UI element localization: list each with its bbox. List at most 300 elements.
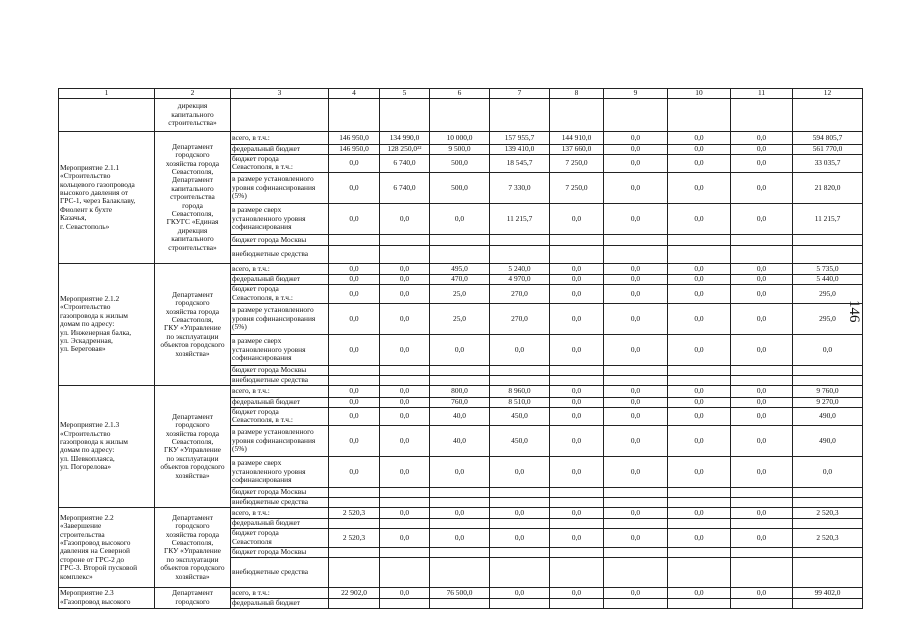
value-cell: 0,0 <box>430 334 490 365</box>
funding-source: в размере сверх установленного уровня софинансирования <box>231 456 329 487</box>
value-cell: 0,0 <box>329 274 380 284</box>
value-cell: 0,0 <box>668 274 731 284</box>
column-header: 10 <box>668 89 731 99</box>
value-cell: 0,0 <box>380 303 430 334</box>
value-cell <box>380 99 430 132</box>
value-cell: 490,0 <box>793 407 863 425</box>
value-cell <box>490 234 550 245</box>
funding-source: федеральный бюджет <box>231 598 329 608</box>
value-cell <box>731 557 793 587</box>
value-cell: 157 955,7 <box>490 132 550 145</box>
value-cell: 0,0 <box>668 407 731 425</box>
value-cell: 760,0 <box>430 397 490 407</box>
funding-source: всего, в т.ч.: <box>231 507 329 518</box>
value-cell: 0,0 <box>793 456 863 487</box>
value-cell: 0,0 <box>668 263 731 274</box>
value-cell <box>793 245 863 263</box>
funding-source: федеральный бюджет <box>231 397 329 407</box>
value-cell: 0,0 <box>430 203 490 234</box>
responsible-cell: дирекция капитального строительства» <box>155 99 231 132</box>
value-cell: 8 510,0 <box>490 397 550 407</box>
column-header: 2 <box>155 89 231 99</box>
value-cell <box>329 365 380 375</box>
value-cell: 0,0 <box>604 407 668 425</box>
funding-source: внебюджетные средства <box>231 245 329 263</box>
value-cell: 0,0 <box>490 456 550 487</box>
value-cell <box>550 598 604 608</box>
value-cell <box>793 234 863 245</box>
value-cell: 295,0 <box>793 284 863 303</box>
value-cell <box>793 375 863 385</box>
value-cell <box>550 557 604 587</box>
value-cell: 0,0 <box>329 407 380 425</box>
value-cell <box>329 234 380 245</box>
value-cell: 0,0 <box>604 203 668 234</box>
column-header: 4 <box>329 89 380 99</box>
value-cell: 0,0 <box>604 385 668 397</box>
value-cell: 0,0 <box>604 334 668 365</box>
column-header: 5 <box>380 89 430 99</box>
value-cell: 0,0 <box>550 203 604 234</box>
value-cell <box>731 375 793 385</box>
value-cell: 0,0 <box>731 456 793 487</box>
column-header: 12 <box>793 89 863 99</box>
value-cell: 0,0 <box>731 407 793 425</box>
value-cell <box>550 245 604 263</box>
value-cell: 0,0 <box>731 263 793 274</box>
value-cell: 0,0 <box>668 507 731 518</box>
funding-source: бюджет города Севастополя, в т.ч.: <box>231 407 329 425</box>
column-header: 6 <box>430 89 490 99</box>
funding-source: в размере установленного уровня софинансирования (5%) <box>231 425 329 456</box>
value-cell: 0,0 <box>380 284 430 303</box>
funding-source: всего, в т.ч.: <box>231 263 329 274</box>
value-cell <box>604 547 668 557</box>
value-cell <box>793 365 863 375</box>
value-cell: 2 520,3 <box>793 528 863 547</box>
value-cell <box>668 99 731 132</box>
value-cell <box>380 234 430 245</box>
funding-source: всего, в т.ч.: <box>231 587 329 598</box>
value-cell: 450,0 <box>490 425 550 456</box>
value-cell <box>490 547 550 557</box>
value-cell: 0,0 <box>668 284 731 303</box>
value-cell: 0,0 <box>668 145 731 155</box>
value-cell: 0,0 <box>380 274 430 284</box>
value-cell: 0,0 <box>380 456 430 487</box>
value-cell <box>430 234 490 245</box>
value-cell: 0,0 <box>380 507 430 518</box>
value-cell <box>793 497 863 507</box>
value-cell: 800,0 <box>430 385 490 397</box>
value-cell <box>604 99 668 132</box>
value-cell: 2 520,3 <box>329 528 380 547</box>
value-cell: 33 035,7 <box>793 155 863 173</box>
value-cell: 0,0 <box>329 284 380 303</box>
value-cell: 0,0 <box>550 507 604 518</box>
value-cell: 500,0 <box>430 155 490 173</box>
value-cell <box>668 245 731 263</box>
value-cell: 0,0 <box>550 456 604 487</box>
value-cell <box>604 245 668 263</box>
value-cell <box>490 598 550 608</box>
value-cell: 0,0 <box>550 425 604 456</box>
value-cell: 0,0 <box>430 528 490 547</box>
value-cell: 0,0 <box>550 284 604 303</box>
value-cell <box>793 598 863 608</box>
column-header: 1 <box>59 89 155 99</box>
value-cell <box>731 518 793 528</box>
value-cell: 0,0 <box>550 263 604 274</box>
value-cell <box>793 487 863 497</box>
activity-name: Мероприятие 2.1.1 «Строительство кольцевого газопровода высокого давления от ГРС-1, через Балаклаву, Фиолент к бухте Казачья, г. Севастополь» <box>59 132 155 264</box>
value-cell <box>490 518 550 528</box>
value-cell: 0,0 <box>668 587 731 598</box>
value-cell <box>380 497 430 507</box>
column-header: 7 <box>490 89 550 99</box>
value-cell <box>668 557 731 587</box>
value-cell <box>604 487 668 497</box>
value-cell <box>430 375 490 385</box>
funding-source: бюджет города Севастополя <box>231 528 329 547</box>
value-cell: 0,0 <box>604 456 668 487</box>
value-cell <box>604 497 668 507</box>
value-cell <box>550 99 604 132</box>
value-cell: 0,0 <box>604 284 668 303</box>
value-cell: 6 740,0 <box>380 172 430 203</box>
value-cell: 0,0 <box>731 172 793 203</box>
value-cell: 0,0 <box>604 528 668 547</box>
value-cell: 0,0 <box>550 528 604 547</box>
value-cell: 0,0 <box>731 587 793 598</box>
table-row <box>59 132 863 145</box>
column-header: 11 <box>731 89 793 99</box>
value-cell <box>604 234 668 245</box>
value-cell <box>668 234 731 245</box>
funding-source: бюджет города Севастополя, в т.ч.: <box>231 284 329 303</box>
value-cell <box>380 598 430 608</box>
value-cell <box>731 245 793 263</box>
column-header: 3 <box>231 89 329 99</box>
value-cell: 0,0 <box>380 425 430 456</box>
value-cell: 0,0 <box>380 334 430 365</box>
value-cell <box>430 245 490 263</box>
value-cell <box>430 497 490 507</box>
value-cell <box>731 598 793 608</box>
value-cell: 0,0 <box>329 397 380 407</box>
value-cell <box>793 547 863 557</box>
value-cell <box>550 234 604 245</box>
value-cell <box>668 365 731 375</box>
column-header: 9 <box>604 89 668 99</box>
table-row <box>59 507 863 518</box>
value-cell: 25,0 <box>430 284 490 303</box>
value-cell: 0,0 <box>380 397 430 407</box>
value-cell <box>380 557 430 587</box>
value-cell <box>329 99 380 132</box>
activity-name: Мероприятие 2.2 «Завершение строительства «Газопровод высокого давления на Северной стороне от ГРС-2 до ГРС-3. Второй пусковой комплекс» <box>59 507 155 587</box>
value-cell: 0,0 <box>604 587 668 598</box>
value-cell: 4 970,0 <box>490 274 550 284</box>
value-cell: 0,0 <box>668 155 731 173</box>
funding-source: внебюджетные средства <box>231 497 329 507</box>
value-cell: 0,0 <box>604 132 668 145</box>
value-cell <box>793 99 863 132</box>
value-cell: 0,0 <box>731 425 793 456</box>
value-cell: 40,0 <box>430 407 490 425</box>
value-cell: 0,0 <box>731 528 793 547</box>
funding-source: бюджет города Москвы <box>231 234 329 245</box>
responsible-executor: Департамент городского хозяйства города Севастополя, ГКУ «Управление по эксплуатации объектов городского хозяйства» <box>155 263 231 385</box>
value-cell <box>668 598 731 608</box>
funding-source: бюджет города Москвы <box>231 365 329 375</box>
value-cell <box>490 365 550 375</box>
value-cell <box>380 518 430 528</box>
value-cell: 0,0 <box>731 284 793 303</box>
value-cell: 9 270,0 <box>793 397 863 407</box>
funding-source: федеральный бюджет <box>231 145 329 155</box>
value-cell <box>668 518 731 528</box>
value-cell: 0,0 <box>490 587 550 598</box>
responsible-executor: Департамент городского хозяйства города Севастополя, ГКУ «Управление по эксплуатации объектов городского хозяйства» <box>155 385 231 507</box>
value-cell: 0,0 <box>430 507 490 518</box>
value-cell <box>550 518 604 528</box>
value-cell <box>329 245 380 263</box>
value-cell: 7 250,0 <box>550 155 604 173</box>
value-cell: 0,0 <box>329 155 380 173</box>
funding-source: бюджет города Севастополя, в т.ч.: <box>231 155 329 173</box>
funding-source: в размере установленного уровня софинансирования (5%) <box>231 303 329 334</box>
value-cell: 0,0 <box>604 172 668 203</box>
value-cell <box>380 547 430 557</box>
value-cell: 0,0 <box>731 155 793 173</box>
value-cell: 0,0 <box>731 274 793 284</box>
funding-source: всего, в т.ч.: <box>231 132 329 145</box>
value-cell: 21 820,0 <box>793 172 863 203</box>
value-cell <box>604 375 668 385</box>
value-cell: 0,0 <box>550 274 604 284</box>
table-row <box>59 263 863 274</box>
table-row <box>59 99 863 132</box>
value-cell <box>430 487 490 497</box>
value-cell: 0,0 <box>668 528 731 547</box>
value-cell: 0,0 <box>550 303 604 334</box>
value-cell: 0,0 <box>550 385 604 397</box>
value-cell: 5 440,0 <box>793 274 863 284</box>
value-cell <box>329 598 380 608</box>
value-cell: 9 500,0 <box>430 145 490 155</box>
value-cell: 470,0 <box>430 274 490 284</box>
value-cell: 0,0 <box>731 334 793 365</box>
value-cell: 0,0 <box>380 407 430 425</box>
value-cell: 0,0 <box>550 407 604 425</box>
value-cell <box>329 487 380 497</box>
value-cell: 495,0 <box>430 263 490 274</box>
value-cell <box>329 557 380 587</box>
value-cell: 144 910,0 <box>550 132 604 145</box>
value-cell: 0,0 <box>668 397 731 407</box>
value-cell: 0,0 <box>731 132 793 145</box>
value-cell: 0,0 <box>668 303 731 334</box>
funding-source: внебюджетные средства <box>231 375 329 385</box>
value-cell <box>490 99 550 132</box>
value-cell: 6 740,0 <box>380 155 430 173</box>
value-cell: 0,0 <box>550 334 604 365</box>
value-cell: 0,0 <box>668 385 731 397</box>
funding-source: федеральный бюджет <box>231 518 329 528</box>
value-cell <box>231 99 329 132</box>
value-cell: 270,0 <box>490 284 550 303</box>
value-cell: 137 660,0 <box>550 145 604 155</box>
funding-source: в размере сверх установленного уровня софинансирования <box>231 203 329 234</box>
value-cell <box>668 375 731 385</box>
value-cell <box>490 245 550 263</box>
value-cell: 0,0 <box>550 587 604 598</box>
value-cell <box>329 547 380 557</box>
value-cell: 128 250,0²² <box>380 145 430 155</box>
value-cell <box>329 497 380 507</box>
value-cell: 0,0 <box>604 155 668 173</box>
value-cell: 0,0 <box>329 456 380 487</box>
value-cell: 0,0 <box>380 203 430 234</box>
value-cell: 0,0 <box>668 334 731 365</box>
value-cell: 0,0 <box>731 385 793 397</box>
funding-source: внебюджетные средства <box>231 557 329 587</box>
funding-source: в размере сверх установленного уровня софинансирования <box>231 334 329 365</box>
value-cell: 594 805,7 <box>793 132 863 145</box>
value-cell: 18 545,7 <box>490 155 550 173</box>
value-cell <box>731 234 793 245</box>
activity-name: Мероприятие 2.1.3 «Строительство газопровода к жилым домам по адресу: ул. Шевкоплаяса, ул. Погорелова» <box>59 385 155 507</box>
value-cell <box>793 557 863 587</box>
responsible-executor: Департамент городского хозяйства города Севастополя, Департамент капитального строительства города Севастополя, ГКУГС «Единая дирекция капитального строительства» <box>155 132 231 264</box>
value-cell <box>380 375 430 385</box>
value-cell: 0,0 <box>604 303 668 334</box>
value-cell <box>329 518 380 528</box>
table-row <box>59 385 863 397</box>
value-cell: 0,0 <box>604 397 668 407</box>
value-cell: 0,0 <box>604 263 668 274</box>
value-cell: 146 950,0 <box>329 145 380 155</box>
value-cell: 0,0 <box>329 263 380 274</box>
value-cell: 2 520,3 <box>329 507 380 518</box>
value-cell: 0,0 <box>731 397 793 407</box>
value-cell <box>490 557 550 587</box>
funding-source: бюджет города Москвы <box>231 547 329 557</box>
value-cell: 561 770,0 <box>793 145 863 155</box>
value-cell: 295,0 <box>793 303 863 334</box>
value-cell <box>430 547 490 557</box>
value-cell <box>430 598 490 608</box>
value-cell: 500,0 <box>430 172 490 203</box>
value-cell <box>604 518 668 528</box>
value-cell: 5 735,0 <box>793 263 863 274</box>
value-cell <box>731 365 793 375</box>
value-cell: 0,0 <box>490 507 550 518</box>
value-cell <box>430 518 490 528</box>
value-cell: 0,0 <box>329 425 380 456</box>
value-cell: 0,0 <box>604 145 668 155</box>
value-cell: 0,0 <box>490 528 550 547</box>
value-cell <box>668 497 731 507</box>
budget-table <box>58 88 863 609</box>
value-cell: 10 000,0 <box>430 132 490 145</box>
value-cell: 0,0 <box>668 203 731 234</box>
value-cell: 146 950,0 <box>329 132 380 145</box>
value-cell <box>731 547 793 557</box>
value-cell: 270,0 <box>490 303 550 334</box>
value-cell: 11 215,7 <box>793 203 863 234</box>
value-cell: 2 520,3 <box>793 507 863 518</box>
value-cell <box>550 365 604 375</box>
value-cell: 25,0 <box>430 303 490 334</box>
value-cell: 0,0 <box>329 203 380 234</box>
table-row <box>59 587 863 598</box>
page-number: 146 <box>846 300 862 323</box>
value-cell: 0,0 <box>731 507 793 518</box>
funding-source: всего, в т.ч.: <box>231 385 329 397</box>
value-cell <box>380 365 430 375</box>
value-cell <box>329 375 380 385</box>
value-cell: 76 500,0 <box>430 587 490 598</box>
activity-cell <box>59 99 155 132</box>
value-cell <box>793 518 863 528</box>
value-cell: 0,0 <box>380 528 430 547</box>
activity-name: Мероприятие 2.1.2 «Строительство газопровода к жилым домам по адресу: ул. Инженерная балка, ул. Эскадренная, ул. Береговая» <box>59 263 155 385</box>
value-cell <box>380 245 430 263</box>
value-cell <box>430 99 490 132</box>
value-cell <box>550 375 604 385</box>
value-cell: 0,0 <box>604 274 668 284</box>
funding-source: федеральный бюджет <box>231 274 329 284</box>
value-cell <box>731 497 793 507</box>
value-cell: 0,0 <box>430 456 490 487</box>
value-cell <box>731 487 793 497</box>
value-cell <box>430 365 490 375</box>
value-cell <box>550 487 604 497</box>
value-cell: 0,0 <box>668 425 731 456</box>
value-cell: 22 902,0 <box>329 587 380 598</box>
funding-source: бюджет города Москвы <box>231 487 329 497</box>
value-cell <box>731 99 793 132</box>
value-cell <box>604 365 668 375</box>
column-header-row <box>59 89 863 99</box>
funding-source: в размере установленного уровня софинансирования (5%) <box>231 172 329 203</box>
value-cell: 0,0 <box>604 507 668 518</box>
value-cell <box>604 598 668 608</box>
value-cell: 99 402,0 <box>793 587 863 598</box>
value-cell: 7 250,0 <box>550 172 604 203</box>
value-cell: 0,0 <box>380 385 430 397</box>
value-cell <box>490 375 550 385</box>
value-cell: 9 760,0 <box>793 385 863 397</box>
value-cell: 0,0 <box>380 587 430 598</box>
value-cell <box>490 487 550 497</box>
value-cell: 490,0 <box>793 425 863 456</box>
value-cell: 450,0 <box>490 407 550 425</box>
responsible-executor: Департамент городского хозяйства города Севастополя, ГКУ «Управление по эксплуатации объектов городского хозяйства» <box>155 507 231 587</box>
value-cell <box>430 557 490 587</box>
value-cell: 0,0 <box>668 456 731 487</box>
value-cell: 7 330,0 <box>490 172 550 203</box>
value-cell: 0,0 <box>668 172 731 203</box>
column-header: 8 <box>550 89 604 99</box>
value-cell <box>668 547 731 557</box>
value-cell <box>490 497 550 507</box>
value-cell: 0,0 <box>604 425 668 456</box>
value-cell: 0,0 <box>490 334 550 365</box>
value-cell: 0,0 <box>329 303 380 334</box>
